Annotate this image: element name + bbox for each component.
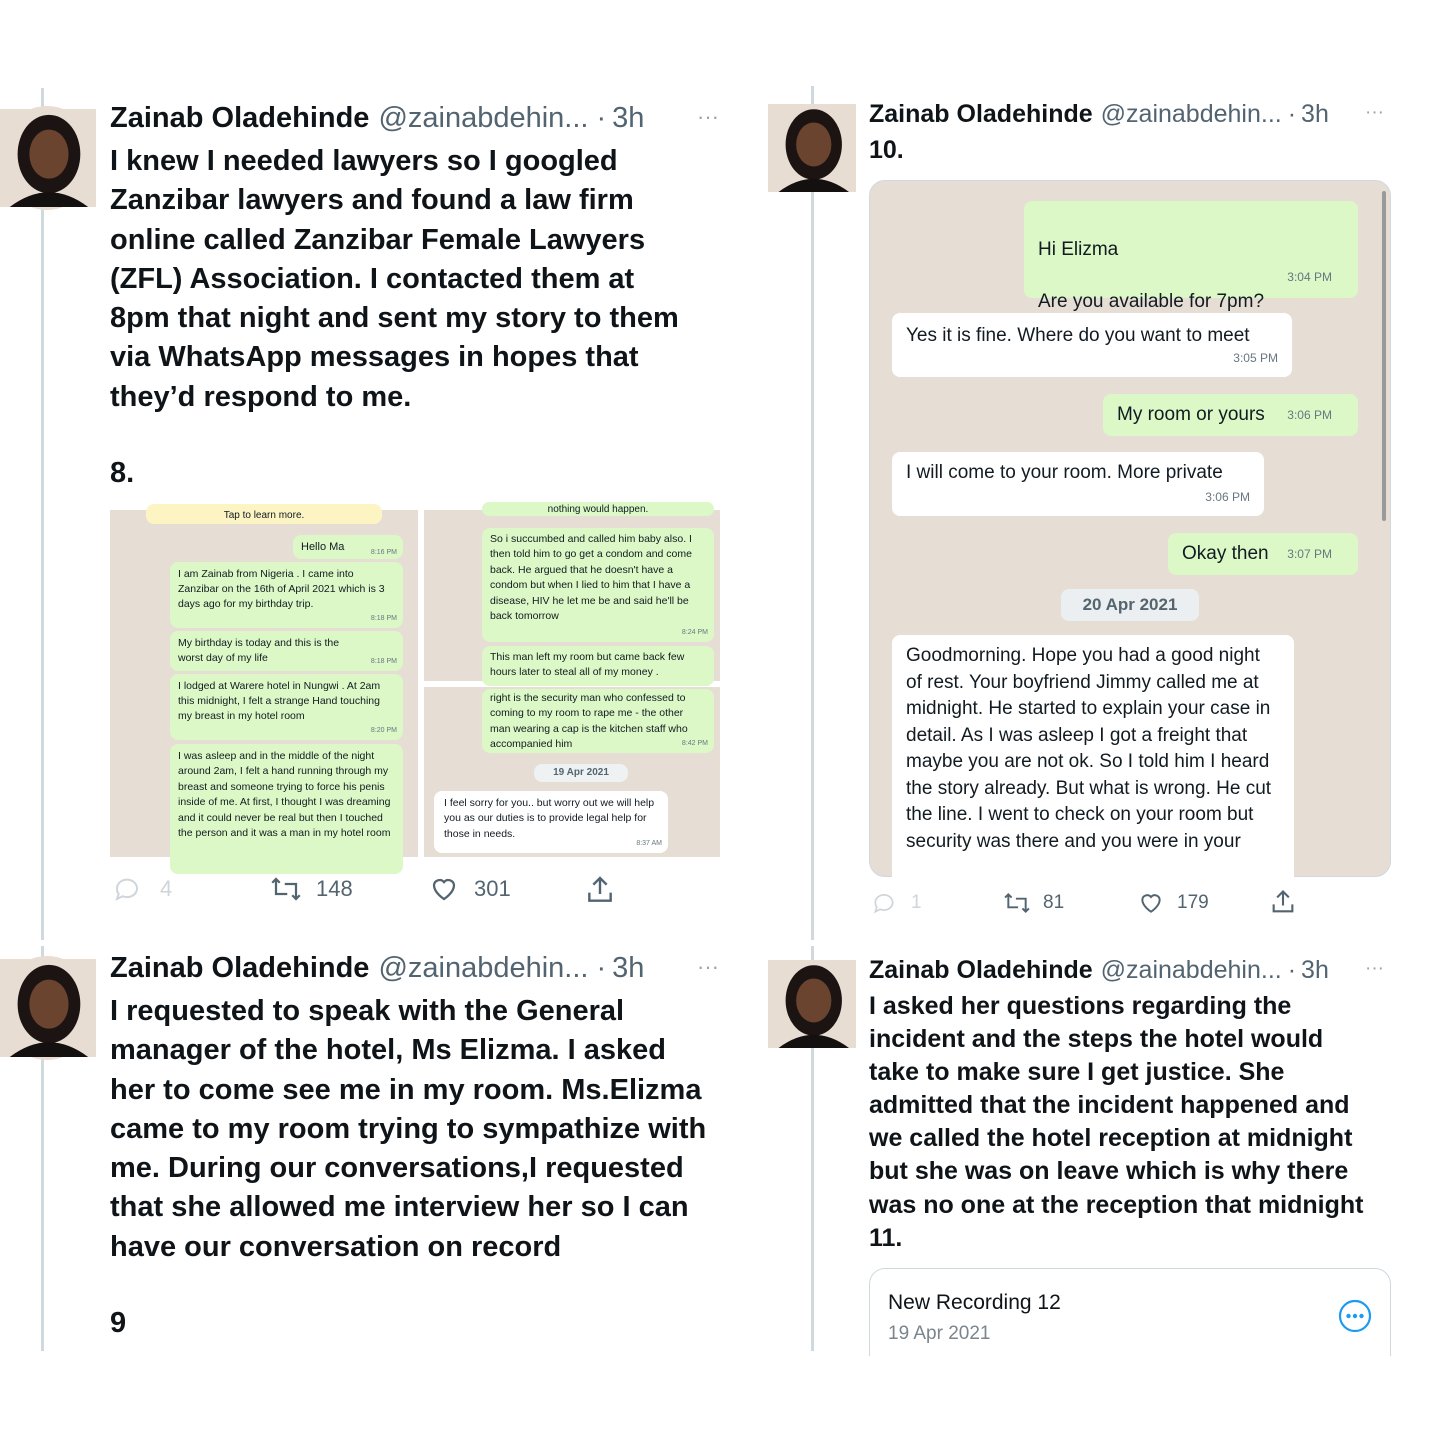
retweet-icon	[268, 874, 304, 904]
chat-bubble: I feel sorry for you.. but worry out we will help you as our duties is to provide legal help for those in needs. 8:37 AM	[434, 791, 668, 853]
chat-bubble: Okay then 3:07 PM	[1168, 533, 1358, 575]
reply-count: 1	[911, 892, 922, 913]
separator-dot: ·	[1287, 956, 1297, 984]
retweet-count: 148	[316, 876, 353, 901]
chat-bubble: My birthday is today and this is the worst day of my life 8:18 PM	[170, 631, 403, 671]
author-handle[interactable]: @zainabdehin...	[378, 102, 589, 134]
author-handle[interactable]: @zainabdehin...	[378, 952, 589, 984]
chat-bubble: right is the security man who confessed to coming to my room to rape me - the other man wearing a cap is the kitchen staff who accompanied him 8:42 PM	[482, 689, 714, 753]
chat-bubble: Hello Ma 8:16 PM	[293, 535, 403, 559]
chat-bubble: My room or yours 3:06 PM	[1103, 394, 1358, 436]
tweet-media-8[interactable]	[110, 504, 720, 857]
avatar[interactable]	[768, 104, 856, 192]
separator-dot: ·	[596, 952, 607, 984]
chat-date-chip: 19 Apr 2021	[534, 764, 628, 782]
recording-more-button[interactable]	[1338, 1299, 1372, 1333]
chat-banner: Tap to learn more.	[146, 504, 382, 524]
more-options-icon[interactable]: ···	[1365, 958, 1384, 979]
more-options-icon[interactable]: ···	[1365, 102, 1384, 123]
tweet-text: I knew I needed lawyers so I googled Zanzibar lawyers and found a law firm online called Zanzibar Female Lawyers (ZFL) Association. I contacted them at 8pm that night and sent my story to them via WhatsApp messages in hopes that they’d respond to me.	[110, 145, 679, 413]
author-name[interactable]: Zainab Oladehinde	[869, 956, 1093, 984]
chat-panel-right-top	[424, 504, 720, 681]
more-options-icon[interactable]: ···	[697, 954, 719, 979]
chat-bubble: I will come to your room. More private 3:06 PM	[892, 452, 1264, 516]
thread-line	[41, 88, 44, 940]
avatar-image	[0, 106, 96, 210]
tweet-time[interactable]: 3h	[1301, 100, 1329, 128]
avatar-image	[768, 104, 856, 192]
like-button[interactable]	[1137, 890, 1209, 916]
retweet-count: 81	[1043, 892, 1065, 913]
chat-panel-left	[110, 510, 418, 857]
tweet-time[interactable]: 3h	[612, 952, 645, 984]
tweet-header	[110, 102, 644, 135]
tweet-number: 8.	[110, 457, 135, 489]
retweet-button[interactable]	[268, 874, 353, 904]
reply-icon	[871, 890, 897, 916]
avatar-image	[768, 960, 856, 1048]
like-button[interactable]	[428, 874, 511, 904]
chat-bubble: Yes it is fine. Where do you want to meet 3:05 PM	[892, 313, 1292, 377]
author-handle[interactable]: @zainabdehin...	[1100, 100, 1282, 128]
tweet-header	[110, 952, 644, 985]
tweet-actions	[869, 888, 1391, 920]
tweet-header	[869, 100, 1329, 129]
heart-icon	[1137, 890, 1165, 916]
chat-bubble: Hi Elizma Are you available for 7pm? 3:04 PM	[1024, 201, 1358, 298]
share-icon	[584, 874, 616, 906]
chat-date-chip: 20 Apr 2021	[1061, 589, 1199, 621]
tweet-actions	[110, 872, 720, 908]
like-count: 179	[1177, 892, 1209, 913]
thread-line	[811, 86, 814, 940]
reply-button[interactable]	[112, 874, 172, 904]
author-name[interactable]: Zainab Oladehinde	[110, 102, 370, 134]
page-bottom-cover	[0, 1356, 1440, 1440]
tweet-number: 9	[110, 1307, 127, 1339]
recording-date: 19 Apr 2021	[888, 1323, 991, 1344]
avatar[interactable]	[0, 956, 96, 1060]
tweet-time[interactable]: 3h	[612, 102, 645, 134]
avatar[interactable]	[0, 106, 96, 210]
author-name[interactable]: Zainab Oladehinde	[869, 100, 1093, 128]
share-button[interactable]	[1269, 888, 1297, 916]
tweet-time[interactable]: 3h	[1301, 956, 1329, 984]
reply-button[interactable]	[871, 890, 922, 916]
avatar-image	[0, 956, 96, 1060]
like-count: 301	[474, 876, 511, 901]
share-icon	[1269, 888, 1297, 916]
heart-icon	[428, 874, 460, 904]
more-circle-icon	[1338, 1299, 1372, 1333]
tweet-number: 10.	[869, 136, 904, 164]
reply-count: 4	[160, 876, 173, 901]
retweet-icon	[1001, 890, 1033, 916]
share-button[interactable]	[584, 874, 616, 906]
tweet-header	[869, 956, 1329, 985]
chat-bubble: Goodmorning. Hope you had a good night of rest. Your boyfriend Jimmy called me at midnight. He started to explain your case in detail. As I was asleep I got a freight that maybe you are not ok. So I told him I heard the story already. But what is wrong. He cut the line. I went to check on your room but security was there and you were in your	[892, 635, 1294, 895]
chat-bubble: So i succumbed and called him baby also. I then told him to go get a condom and come back. He argued that he doesn't have a condom but when I lied to him that I have a disease, HIV he let me be and said he'll be back tomorrow 8:24 PM	[482, 528, 714, 642]
reply-icon	[112, 874, 142, 904]
chat-bubble: I am Zainab from Nigeria . I came into Zanzibar on the 16th of April 2021 which is 3 days ago for my birthday trip. 8:18 PM	[170, 562, 403, 628]
separator-dot: ·	[1287, 100, 1297, 128]
author-name[interactable]: Zainab Oladehinde	[110, 952, 370, 984]
recording-title: New Recording 12	[888, 1291, 1061, 1314]
chat-bubble: I was asleep and in the middle of the night around 2am, I felt a hand running through my breast and someone trying to force his penis inside of me. At first, I thought I was dreaming and it could never be real but then I touched the person and it was a man in my hotel room	[170, 744, 403, 874]
author-handle[interactable]: @zainabdehin...	[1100, 956, 1282, 984]
chat-bubble: nothing would happen.	[482, 502, 714, 516]
retweet-button[interactable]	[1001, 890, 1064, 916]
chat-bubble: I lodged at Warere hotel in Nungwi . At 2am this midnight, I felt a strange Hand touching my breast in my hotel room 8:20 PM	[170, 674, 403, 740]
avatar[interactable]	[768, 960, 856, 1048]
tweet-media-10[interactable]	[869, 180, 1391, 877]
tweet-text: I requested to speak with the General manager of the hotel, Ms Elizma. I asked her to come see me in my room. Ms.Elizma came to my room trying to sympathize with me. During our conversations,I requested that she allowed me interview her so I can have our conversation on record	[110, 995, 707, 1263]
chat-panel-right-bottom	[424, 687, 720, 857]
chat-scrollbar[interactable]	[1382, 191, 1386, 521]
more-options-icon[interactable]: ···	[697, 104, 719, 129]
chat-bubble: This man left my room but came back few hours later to steal all of my money .	[482, 646, 714, 686]
separator-dot: ·	[596, 102, 607, 134]
tweet-text: I asked her questions regarding the incident and the steps the hotel would take to make sure I get justice. She admitted that the incident happened and we called the hotel reception at midnight but she was on leave which is why there was no one at the reception that midnight 11.	[869, 992, 1364, 1252]
